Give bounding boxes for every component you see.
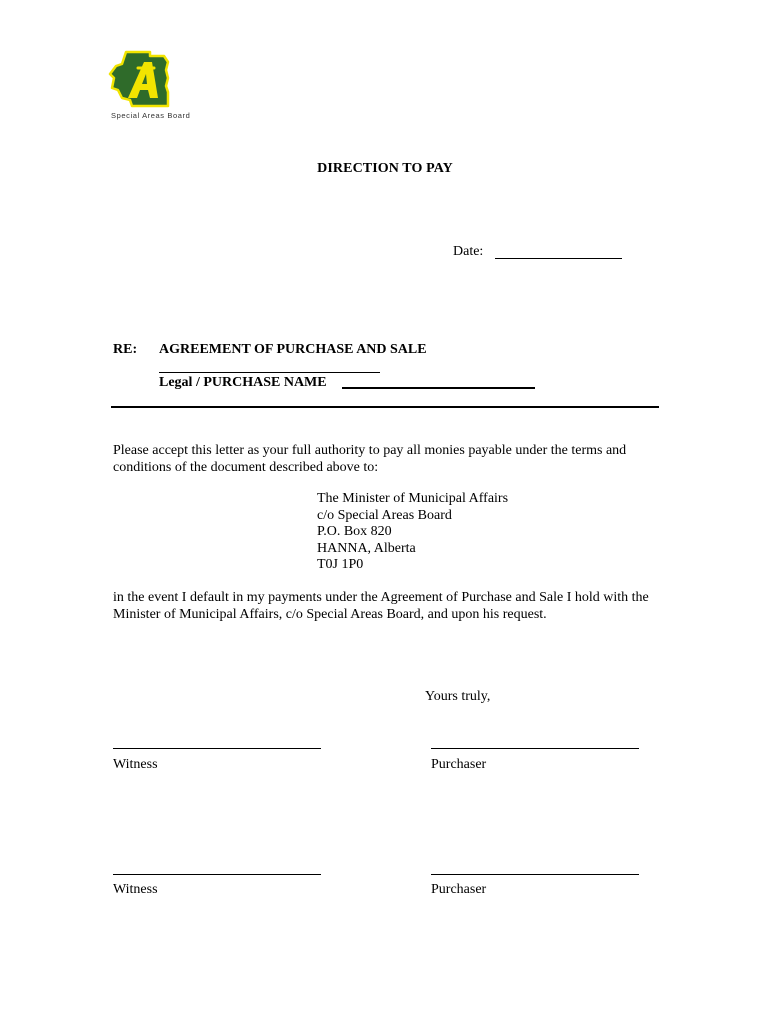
witness-label: Witness <box>113 882 158 897</box>
address-line: HANNA, Alberta <box>317 540 416 556</box>
witness-signature-line[interactable] <box>113 874 321 875</box>
legal-purchase-name-label: Legal / PURCHASE NAME <box>159 375 327 390</box>
document-title: DIRECTION TO PAY <box>317 161 453 176</box>
special-areas-board-logo-icon <box>108 48 174 110</box>
re-label: RE: <box>113 342 138 357</box>
purchaser-signature-line[interactable] <box>431 748 639 749</box>
logo-caption: Special Areas Board <box>111 111 191 120</box>
default-condition-paragraph: in the event I default in my payments under the Agreement of Purchase and Sale I hold with the Minister of Municipal Affairs, c/o Special Areas Board, and upon his request. <box>113 590 649 622</box>
address-line: P.O. Box 820 <box>317 524 392 539</box>
address-line: The Minister of Municipal Affairs <box>317 491 509 506</box>
purchaser-signature-line[interactable] <box>431 874 639 875</box>
legal-description-line[interactable] <box>159 372 380 373</box>
re-subject: AGREEMENT OF PURCHASE AND SALE <box>159 342 427 357</box>
witness-signature-line[interactable] <box>113 748 321 749</box>
date-label: Date: <box>453 244 484 259</box>
purchaser-label: Purchaser <box>431 757 487 772</box>
address-line: T0J 1P0 <box>317 557 364 572</box>
authority-paragraph: Please accept this letter as your full authority to pay all monies payable under the terms and conditions of the document described above to: <box>113 443 627 475</box>
section-divider <box>111 406 659 408</box>
address-line: c/o Special Areas Board <box>317 507 452 523</box>
witness-label: Witness <box>113 757 158 772</box>
payee-address <box>317 491 508 574</box>
date-field-line[interactable] <box>495 258 622 259</box>
purchaser-label: Purchaser <box>431 882 487 897</box>
purchase-name-line[interactable] <box>342 387 535 389</box>
closing-text: Yours truly, <box>425 689 491 704</box>
